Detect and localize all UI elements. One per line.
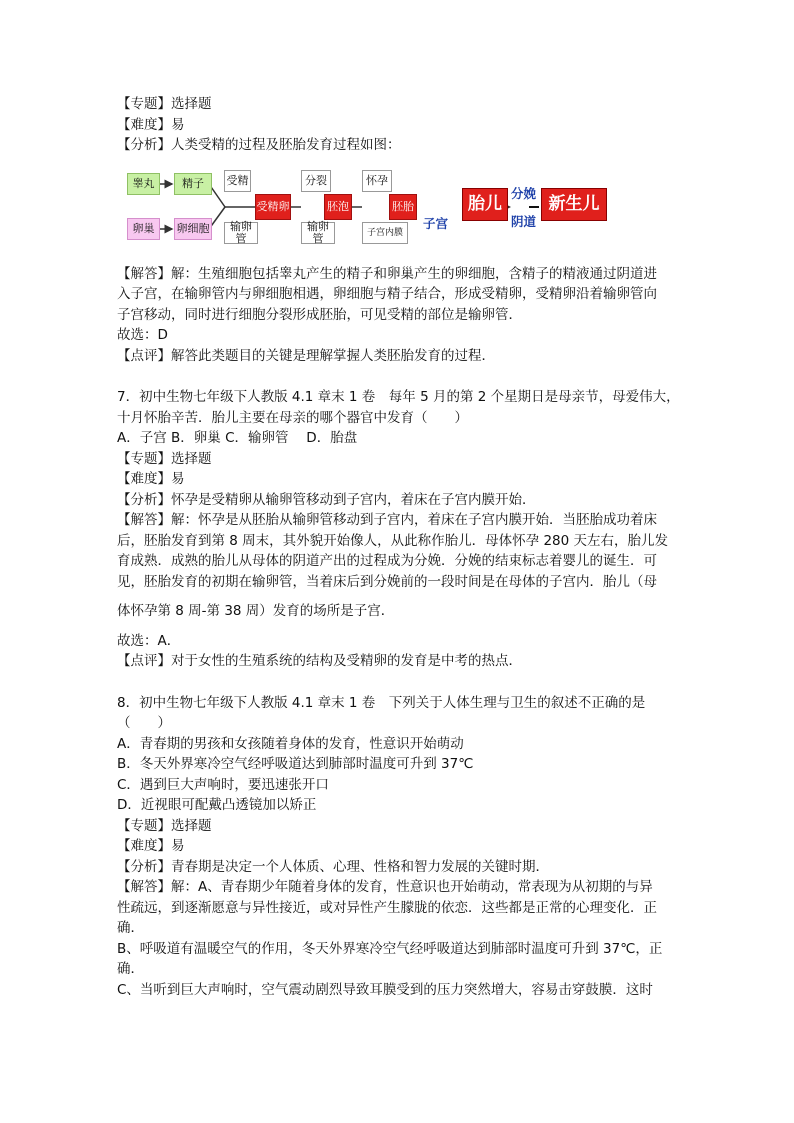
answer-paragraph: 【解答】解：生殖细胞包括睾丸产生的精子和卵巢产生的卵细胞，含精子的精液通过阴道进 入子宫，在输卵管内与卵细胞相遇，卵细胞与精子结合，形成受精卵，受精卵沿着输卵管向 子宫移动，同时进行细胞分裂形成胚胎，可见受精的部位是输卵管． — [117, 265, 657, 323]
q8-option-c: C．遇到巨大声响时，要迅速张开口 — [117, 776, 329, 793]
q7-options: A．子宫 B．卵巢 C．输卵管 D．胎盘 — [117, 430, 358, 446]
q8-topic: 【专题】选择题 — [117, 817, 212, 834]
zygote-box: 受精卵 — [255, 194, 291, 220]
uterus-label: 子宫 — [423, 215, 449, 231]
pregnant-label: 怀孕 — [362, 170, 392, 192]
q7-analysis: 【分析】怀孕是受精卵从输卵管移动到子宫内，着床在子宫内膜开始． — [117, 491, 536, 508]
q8-option-a: A．青春期的男孩和女孩随着身体的发育，性意识开始萌动 — [117, 735, 464, 752]
uterus-lining-label: 子宫内膜 — [362, 222, 408, 244]
testis-box: 睾丸 — [127, 173, 160, 195]
oviduct-label-1: 输卵管 — [224, 222, 258, 244]
ovary-box: 卵巢 — [127, 218, 160, 240]
oviduct-label-2: 输卵管 — [301, 222, 335, 244]
q8-answer-c: C、当听到巨大声响时，空气震动剧烈导致耳膜受到的压力突然增大，容易击穿鼓膜．这时 — [117, 981, 653, 998]
comment-line: 【点评】解答此类题目的关键是理解掌握人类胚胎发育的过程． — [117, 347, 495, 364]
q7-answer: 【解答】解：怀孕是从胚胎从输卵管移动到子宫内，着床在子宫内膜开始．当胚胎成功着床 后，胚胎发育到第 8 周末，其外貌开始像人，从此称作胎儿．母体怀孕 280 天左右，胎儿发 育成熟．成熟的胎儿从母体的阴道产出的过程成为分娩．分娩的结束标志着婴儿的诞生．可 见，胚胎发育的初期在输卵管，当着床后到分娩前的一段时间是在母体的子宫内．胎儿（母 — [117, 512, 669, 590]
q7-topic: 【专题】选择题 — [117, 450, 212, 467]
q8-answer-b: B、呼吸道有温暖空气的作用，冬天外界寒冷空气经呼吸道达到肺部时温度可升到 37℃，正 确． — [117, 940, 663, 977]
q7-answer-cont: 体怀孕第 8 周-第 38 周）发育的场所是子宫． — [117, 603, 395, 619]
newborn-box: 新生儿 — [541, 188, 607, 221]
sperm-box: 精子 — [174, 173, 212, 195]
fertilize-label: 受精 — [224, 170, 251, 192]
q8-analysis: 【分析】青春期是决定一个人体质、心理、性格和智力发展的关键时期． — [117, 858, 549, 875]
document-page — [117, 94, 691, 1000]
fertilization-diagram — [127, 166, 607, 252]
q8-option-b: B．冬天外界寒冷空气经呼吸道达到肺部时温度可升到 37℃ — [117, 756, 474, 772]
q7-difficulty: 【难度】易 — [117, 471, 185, 487]
q7-stem: 7．初中生物七年级下人教版 4.1 章末 1 卷 每年 5 月的第 2 个星期日是母亲节，母爱伟大， 十月怀胎辛苦．胎儿主要在母亲的哪个器官中发育（ ） — [117, 389, 680, 426]
q8-option-d: D．近视眼可配戴凸透镜加以矫正 — [117, 797, 317, 813]
analysis-line: 【分析】人类受精的过程及胚胎发育过程如图： — [117, 137, 401, 153]
egg-box: 卵细胞 — [174, 218, 212, 240]
q7-choice: 故选：A． — [117, 632, 181, 649]
choice-line: 故选：D — [117, 327, 168, 343]
divide-label: 分裂 — [301, 170, 331, 192]
delivery-label: 分娩 — [511, 185, 537, 201]
difficulty-line: 【难度】易 — [117, 116, 185, 133]
blastocyst-box: 胚泡 — [324, 194, 352, 220]
q8-stem: 8．初中生物七年级下人教版 4.1 章末 1 卷 下列关于人体生理与卫生的叙述不正确的是 （ ） — [117, 694, 646, 731]
q8-difficulty: 【难度】易 — [117, 838, 185, 854]
fetus-box: 胎儿 — [462, 188, 508, 221]
q7-comment: 【点评】对于女性的生殖系统的结构及受精卵的发育是中考的热点． — [117, 653, 522, 669]
q8-answer-a: 【解答】解：A、青春期少年随着身体的发育，性意识也开始萌动，常表现为从初期的与异 性疏远，到逐渐愿意与异性接近，或对异性产生朦胧的依恋．这些都是正常的心理变化．正 确． — [117, 879, 657, 936]
topic-line: 【专题】选择题 — [117, 96, 212, 112]
embryo-box: 胚胎 — [389, 194, 417, 220]
vagina-label: 阴道 — [511, 213, 537, 229]
